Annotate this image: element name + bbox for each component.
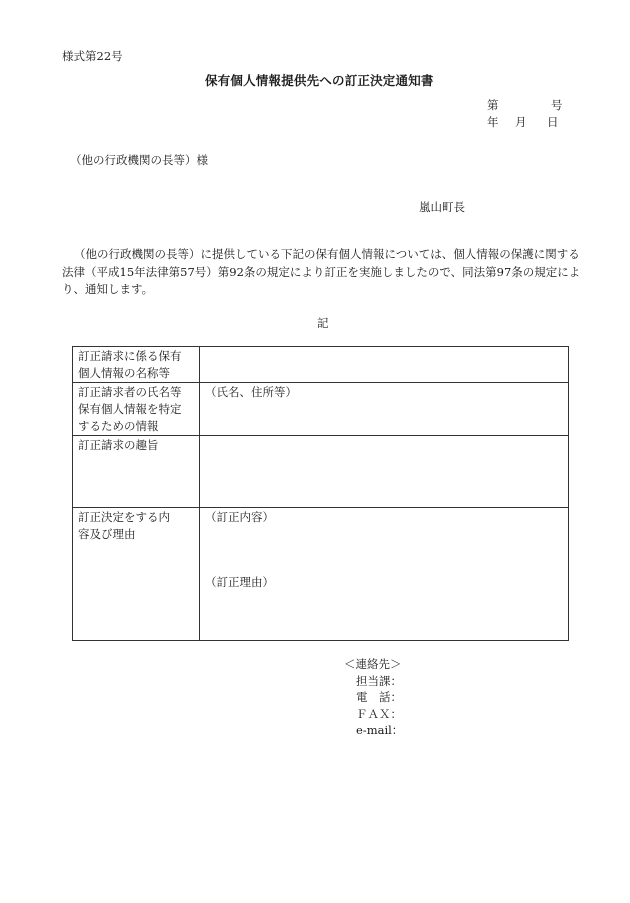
contact-phone: 電 話： [356,690,402,704]
contact-dept: 担当課： [356,673,402,688]
doc-number-dai: 第 [487,98,499,112]
date-month: 月 [515,115,527,129]
row3-label [73,436,200,508]
row2-label-line3: するための情報 [78,419,159,433]
row4-value [200,508,569,641]
correction-reason-label: （訂正理由） [205,575,274,589]
table-row [73,508,569,641]
correction-content-label: （訂正内容） [205,510,274,524]
row1-label-line1: 訂正請求に係る保有 [78,349,182,363]
form-number: 様式第22号 [62,49,123,63]
row3-label-text: 訂正請求の趣旨 [78,438,159,452]
doc-number-go: 号 [551,98,563,112]
table-row [73,347,569,383]
row2-label-line1: 訂正請求者の氏名等 [78,385,182,399]
row1-value [200,347,569,383]
body-paragraph: （他の行政機関の長等）に提供している下記の保有個人情報については、個人情報の保護に関する法律（平成15年法律第57号）第92条の規定により訂正を実施しましたので、同法第97条の規定により、通知します。 [62,247,581,296]
row4-label [73,508,200,641]
contact-fax: ＦＡＸ： [356,706,402,721]
contact-block [344,656,403,739]
row2-value-text: （氏名、住所等） [205,385,297,399]
contact-email: e-mail： [356,723,404,737]
row2-value [200,383,569,436]
table-row [73,436,569,508]
contact-heading: ＜連絡先＞ [344,657,402,671]
correction-table [72,346,569,641]
sender: 嵐山町長 [419,200,465,214]
document-title: 保有個人情報提供先への訂正決定通知書 [205,73,434,88]
row3-value [200,436,569,508]
row2-label [73,383,200,436]
row2-label-line2: 保有個人情報を特定 [78,402,182,416]
date-day: 日 [547,115,559,129]
date-year: 年 [487,115,499,129]
ki-heading: 記 [317,316,329,330]
table-row [73,383,569,436]
row4-label-line1: 訂正決定をする内 [78,510,170,524]
row1-label [73,347,200,383]
addressee: （他の行政機関の長等）様 [70,153,208,167]
row4-label-line2: 容及び理由 [78,527,136,541]
row1-label-line2: 個人情報の名称等 [78,366,170,380]
